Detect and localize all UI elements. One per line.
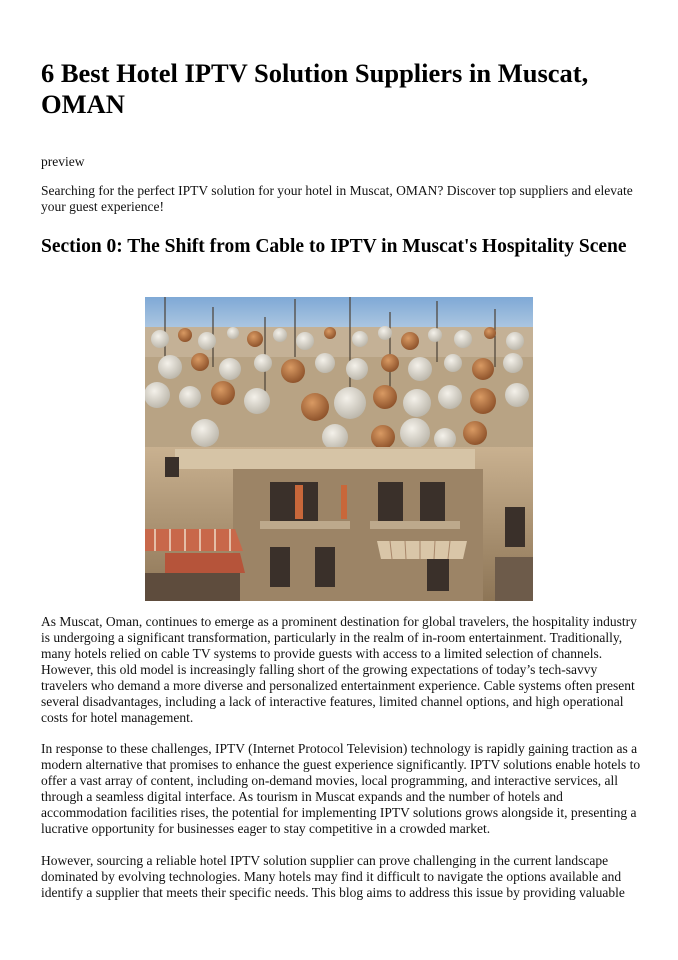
section-paragraph: In response to these challenges, IPTV (Internet Protocol Television) technology is rapidly gaining traction as a modern alternative that promises to enhance the guest experience significantly. IPTV solutions enable hotels to offer a vast array of content, including on-demand movies, local programming, and interactive services, all through a seamless digital interface. As tourism in Muscat expands and the number of hotels and accommodation facilities rises, the potential for implementing IPTV solutions grows alongside it, presenting a lucrative opportunity for businesses eager to stay competitive in a crowded market. (41, 741, 641, 836)
rooftop-satellite-dishes-photo (145, 297, 533, 601)
preview-label: preview (41, 154, 85, 169)
section-heading: Section 0: The Shift from Cable to IPTV in Muscat's Hospitality Scene (41, 236, 627, 257)
section-paragraph: As Muscat, Oman, continues to emerge as a prominent destination for global travelers, the hospitality industry is undergoing a significant transformation, particularly in the realm of in-room entertainment. Traditionally, many hotels relied on cable TV systems to provide guests with access to a limited selection of channels. However, this old model is increasingly falling short of the growing expectations of today’s tech-savvy travelers who demand a more diverse and personalized entertainment experience. Cable systems often present several disadvantages, including a lack of interactive features, limited channel options, and high operational costs for hotel management. (41, 614, 637, 725)
section-paragraph: However, sourcing a reliable hotel IPTV solution supplier can prove challenging in the current landscape dominated by evolving technologies. Many hotels may find it difficult to navigate the options available and identify a supplier that meets their specific needs. This blog aims to address this issue by providing valuable (41, 853, 625, 900)
page-title: 6 Best Hotel IPTV Solution Suppliers in Muscat, OMAN (41, 58, 589, 119)
intro-paragraph: Searching for the perfect IPTV solution for your hotel in Muscat, OMAN? Discover top suppliers and elevate your guest experience! (41, 183, 633, 214)
